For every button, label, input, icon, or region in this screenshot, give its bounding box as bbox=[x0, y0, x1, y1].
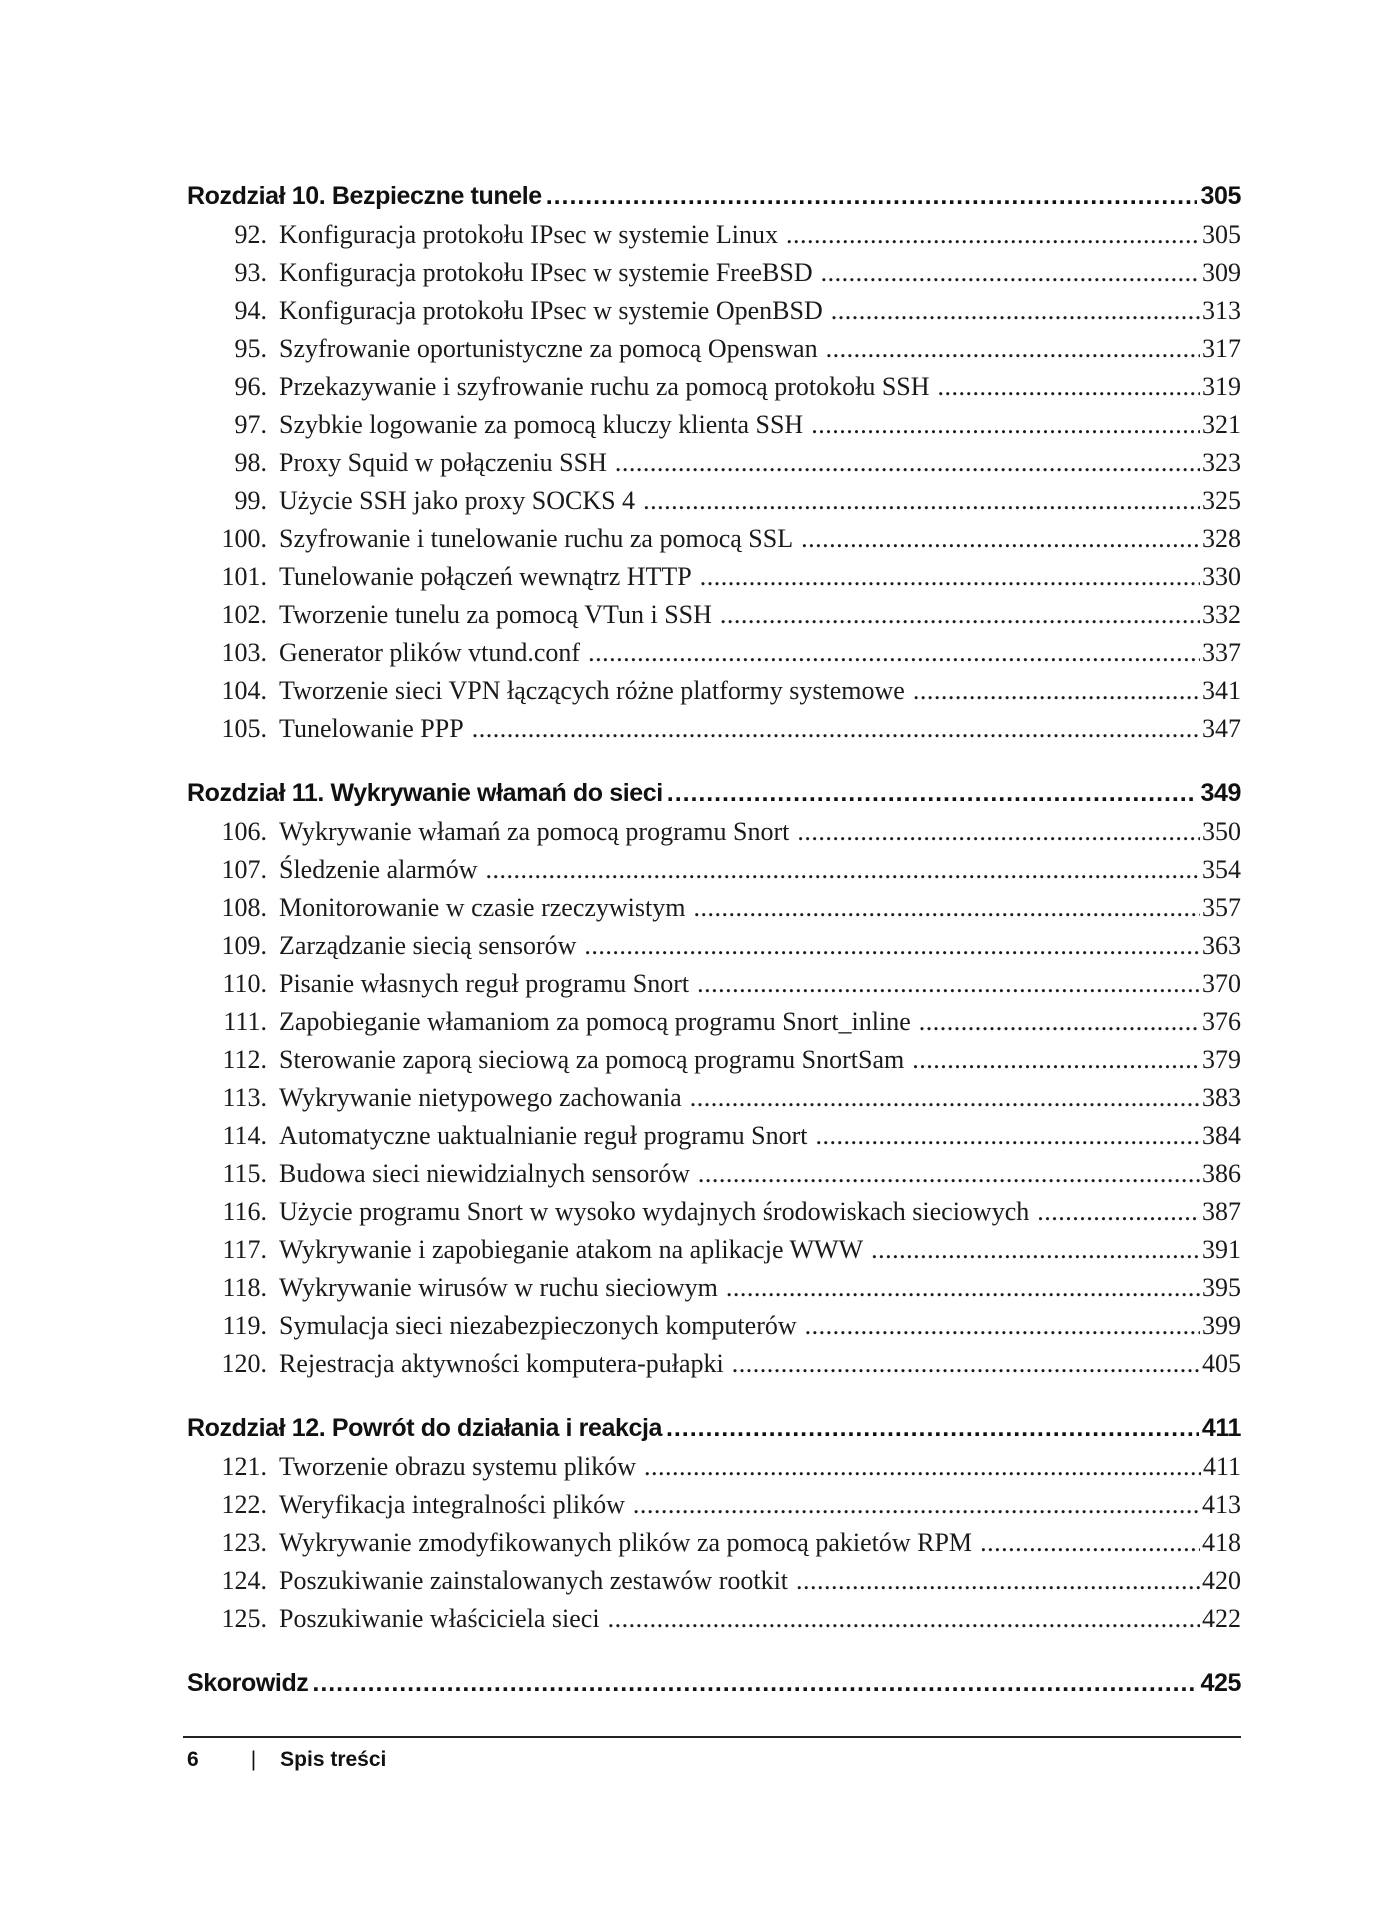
section-page-number: 379 bbox=[1202, 1045, 1241, 1074]
section-number: 110. bbox=[222, 969, 267, 998]
section-page-number: 325 bbox=[1202, 486, 1241, 515]
section-title: Wykrywanie włamań za pomocą programu Snort bbox=[279, 817, 790, 846]
section-title: Pisanie własnych reguł programu Snort bbox=[279, 969, 690, 998]
footer-page-number: 6 bbox=[187, 1748, 199, 1771]
section-title: Rejestracja aktywności komputera-pułapki bbox=[279, 1349, 724, 1378]
toc-section-entry bbox=[187, 714, 1241, 752]
toc-section-entry bbox=[187, 1121, 1241, 1159]
section-number: 121. bbox=[221, 1452, 267, 1481]
section-title: Zarządzanie siecią sensorów bbox=[279, 931, 577, 960]
toc-section-entry bbox=[187, 676, 1241, 714]
section-number: 96. bbox=[234, 372, 267, 401]
section-title: Konfiguracja protokołu IPsec w systemie OpenBSD bbox=[279, 296, 823, 325]
toc-section-entry bbox=[187, 969, 1241, 1007]
section-number: 103. bbox=[221, 638, 267, 667]
toc-section-entry bbox=[187, 1528, 1241, 1566]
dot-leader bbox=[643, 486, 1200, 516]
section-number: 95. bbox=[234, 334, 267, 363]
section-page-number: 413 bbox=[1202, 1490, 1241, 1519]
section-title: Konfiguracja protokołu IPsec w systemie FreeBSD bbox=[279, 258, 813, 287]
page-footer bbox=[187, 1748, 386, 1772]
toc-section-entry bbox=[187, 1349, 1241, 1387]
section-number: 94. bbox=[234, 296, 267, 325]
section-page-number: 422 bbox=[1202, 1604, 1241, 1633]
section-title: Symulacja sieci niezabezpieczonych komputerów bbox=[279, 1311, 797, 1340]
dot-leader bbox=[693, 893, 1200, 923]
dot-leader bbox=[980, 1528, 1200, 1558]
section-page-number: 384 bbox=[1202, 1121, 1241, 1150]
dot-leader bbox=[831, 296, 1200, 326]
chapter-page-number: 349 bbox=[1200, 779, 1241, 807]
dot-leader bbox=[811, 410, 1200, 440]
dot-leader bbox=[608, 1604, 1200, 1634]
dot-leader bbox=[732, 1349, 1200, 1379]
toc-section-entry bbox=[187, 1311, 1241, 1349]
dot-leader bbox=[588, 638, 1200, 668]
section-title: Budowa sieci niewidzialnych sensorów bbox=[279, 1159, 690, 1188]
section-title: Poszukiwanie właściciela sieci bbox=[279, 1604, 600, 1633]
section-number: 102. bbox=[221, 600, 267, 629]
section-number: 113. bbox=[222, 1083, 267, 1112]
section-title: Tunelowanie PPP bbox=[279, 714, 464, 743]
section-number: 117. bbox=[222, 1235, 267, 1264]
section-page-number: 376 bbox=[1202, 1007, 1241, 1036]
section-page-number: 305 bbox=[1202, 220, 1241, 249]
section-title: Szyfrowanie oportunistyczne za pomocą Openswan bbox=[279, 334, 818, 363]
toc-section-entry bbox=[187, 817, 1241, 855]
toc-section-entry bbox=[187, 258, 1241, 296]
dot-leader bbox=[472, 714, 1200, 744]
section-title: Wykrywanie i zapobieganie atakom na aplikacje WWW bbox=[279, 1235, 864, 1264]
toc-section-entry bbox=[187, 334, 1241, 372]
section-number: 112. bbox=[222, 1045, 267, 1074]
section-title: Weryfikacja integralności plików bbox=[279, 1490, 625, 1519]
section-page-number: 321 bbox=[1202, 410, 1241, 439]
dot-leader bbox=[726, 1273, 1200, 1303]
dot-leader bbox=[821, 258, 1200, 288]
section-page-number: 309 bbox=[1202, 258, 1241, 287]
toc-section-entry bbox=[187, 1197, 1241, 1235]
section-page-number: 332 bbox=[1202, 600, 1241, 629]
dot-leader bbox=[486, 855, 1200, 885]
section-number: 124. bbox=[221, 1566, 267, 1595]
dot-leader bbox=[546, 182, 1198, 211]
section-page-number: 330 bbox=[1202, 562, 1241, 591]
toc-section-entry bbox=[187, 1452, 1241, 1490]
section-page-number: 418 bbox=[1202, 1528, 1241, 1557]
section-page-number: 391 bbox=[1202, 1235, 1241, 1264]
section-page-number: 328 bbox=[1202, 524, 1241, 553]
section-title: Tworzenie sieci VPN łączących różne platformy systemowe bbox=[279, 676, 905, 705]
chapter-title: Skorowidz bbox=[187, 1669, 309, 1697]
dot-leader bbox=[615, 448, 1200, 478]
section-number: 100. bbox=[221, 524, 267, 553]
footer-separator: | bbox=[250, 1748, 257, 1771]
toc-section-entry bbox=[187, 893, 1241, 931]
section-number: 109. bbox=[221, 931, 267, 960]
chapter-page-number: 305 bbox=[1200, 182, 1241, 210]
section-number: 123. bbox=[221, 1528, 267, 1557]
section-number: 122. bbox=[221, 1490, 267, 1519]
toc-section-entry bbox=[187, 1045, 1241, 1083]
dot-leader bbox=[697, 969, 1200, 999]
section-title: Generator plików vtund.conf bbox=[279, 638, 581, 667]
toc-section-entry bbox=[187, 524, 1241, 562]
section-number: 106. bbox=[221, 817, 267, 846]
section-page-number: 383 bbox=[1202, 1083, 1241, 1112]
section-number: 118. bbox=[222, 1273, 267, 1302]
section-number: 99. bbox=[234, 486, 267, 515]
dot-leader bbox=[667, 779, 1198, 808]
section-number: 97. bbox=[234, 410, 267, 439]
dot-leader bbox=[786, 220, 1200, 250]
section-page-number: 357 bbox=[1202, 893, 1241, 922]
section-page-number: 387 bbox=[1202, 1197, 1241, 1226]
table-of-contents bbox=[187, 182, 1241, 1707]
section-page-number: 405 bbox=[1202, 1349, 1241, 1378]
toc-section-entry bbox=[187, 410, 1241, 448]
section-number: 104. bbox=[221, 676, 267, 705]
section-number: 107. bbox=[221, 855, 267, 884]
toc-chapter-entry bbox=[187, 1414, 1241, 1452]
toc-section-entry bbox=[187, 1566, 1241, 1604]
dot-leader bbox=[797, 817, 1200, 847]
section-title: Wykrywanie nietypowego zachowania bbox=[279, 1083, 682, 1112]
toc-section-entry bbox=[187, 296, 1241, 334]
toc-chapter-entry bbox=[187, 779, 1241, 817]
toc-section-entry bbox=[187, 1083, 1241, 1121]
dot-leader bbox=[700, 562, 1200, 592]
toc-section-entry bbox=[187, 638, 1241, 676]
dot-leader bbox=[805, 1311, 1200, 1341]
toc-section-entry bbox=[187, 372, 1241, 410]
toc-section-entry bbox=[187, 855, 1241, 893]
dot-leader bbox=[826, 334, 1200, 364]
section-number: 101. bbox=[221, 562, 267, 591]
dot-leader bbox=[912, 1045, 1200, 1075]
section-number: 98. bbox=[234, 448, 267, 477]
section-title: Wykrywanie wirusów w ruchu sieciowym bbox=[279, 1273, 718, 1302]
toc-section-entry bbox=[187, 1159, 1241, 1197]
toc-section-entry bbox=[187, 1490, 1241, 1528]
section-number: 92. bbox=[234, 220, 267, 249]
dot-leader bbox=[1037, 1197, 1200, 1227]
section-number: 114. bbox=[222, 1121, 267, 1150]
toc-section-entry bbox=[187, 1235, 1241, 1273]
chapter-page-number: 411 bbox=[1201, 1414, 1241, 1442]
section-page-number: 399 bbox=[1202, 1311, 1241, 1340]
section-title: Użycie programu Snort w wysoko wydajnych środowiskach sieciowych bbox=[279, 1197, 1030, 1226]
section-title: Automatyczne uaktualnianie reguł programu Snort bbox=[279, 1121, 808, 1150]
section-page-number: 323 bbox=[1202, 448, 1241, 477]
section-title: Śledzenie alarmów bbox=[279, 855, 478, 884]
section-number: 93. bbox=[234, 258, 267, 287]
dot-leader bbox=[666, 1414, 1199, 1443]
dot-leader bbox=[312, 1669, 1197, 1698]
section-title: Użycie SSH jako proxy SOCKS 4 bbox=[279, 486, 636, 515]
dot-leader bbox=[644, 1452, 1201, 1482]
section-title: Szybkie logowanie za pomocą kluczy klienta SSH bbox=[279, 410, 804, 439]
section-title: Przekazywanie i szyfrowanie ruchu za pomocą protokołu SSH bbox=[279, 372, 930, 401]
chapter-page-number: 425 bbox=[1200, 1669, 1241, 1697]
section-title: Poszukiwanie zainstalowanych zestawów rootkit bbox=[279, 1566, 789, 1595]
section-number: 108. bbox=[221, 893, 267, 922]
chapter-title: Rozdział 11. Wykrywanie włamań do sieci bbox=[187, 779, 663, 807]
dot-leader bbox=[720, 600, 1200, 630]
section-page-number: 347 bbox=[1202, 714, 1241, 743]
footer-section-title: Spis treści bbox=[280, 1748, 387, 1771]
toc-section-entry bbox=[187, 600, 1241, 638]
footer-rule bbox=[183, 1736, 1241, 1738]
section-page-number: 337 bbox=[1202, 638, 1241, 667]
section-page-number: 363 bbox=[1202, 931, 1241, 960]
section-number: 111. bbox=[223, 1007, 267, 1036]
toc-section-entry bbox=[187, 486, 1241, 524]
dot-leader bbox=[796, 1566, 1200, 1596]
section-page-number: 411 bbox=[1202, 1452, 1241, 1481]
section-number: 116. bbox=[222, 1197, 267, 1226]
toc-section-entry bbox=[187, 220, 1241, 258]
chapter-title: Rozdział 10. Bezpieczne tunele bbox=[187, 182, 542, 210]
toc-chapter-entry bbox=[187, 1669, 1241, 1707]
section-number: 120. bbox=[221, 1349, 267, 1378]
section-page-number: 395 bbox=[1202, 1273, 1241, 1302]
section-title: Zapobieganie włamaniom za pomocą programu Snort_inline bbox=[279, 1007, 911, 1036]
section-number: 105. bbox=[221, 714, 267, 743]
section-page-number: 319 bbox=[1202, 372, 1241, 401]
section-page-number: 350 bbox=[1202, 817, 1241, 846]
section-title: Konfiguracja protokołu IPsec w systemie Linux bbox=[279, 220, 778, 249]
chapter-title: Rozdział 12. Powrót do działania i reakcja bbox=[187, 1414, 663, 1442]
section-title: Proxy Squid w połączeniu SSH bbox=[279, 448, 607, 477]
section-number: 119. bbox=[222, 1311, 267, 1340]
section-page-number: 341 bbox=[1202, 676, 1241, 705]
section-number: 115. bbox=[222, 1159, 267, 1188]
section-title: Sterowanie zaporą sieciową za pomocą programu SnortSam bbox=[279, 1045, 905, 1074]
section-title: Tworzenie tunelu za pomocą VTun i SSH bbox=[279, 600, 712, 629]
toc-section-entry bbox=[187, 1007, 1241, 1045]
dot-leader bbox=[871, 1235, 1200, 1265]
dot-leader bbox=[690, 1083, 1200, 1113]
section-page-number: 313 bbox=[1202, 296, 1241, 325]
toc-section-entry bbox=[187, 562, 1241, 600]
dot-leader bbox=[919, 1007, 1200, 1037]
dot-leader bbox=[801, 524, 1200, 554]
section-number: 125. bbox=[221, 1604, 267, 1633]
dot-leader bbox=[698, 1159, 1200, 1189]
section-title: Monitorowanie w czasie rzeczywistym bbox=[279, 893, 686, 922]
section-title: Tunelowanie połączeń wewnątrz HTTP bbox=[279, 562, 692, 591]
section-title: Wykrywanie zmodyfikowanych plików za pomocą pakietów RPM bbox=[279, 1528, 973, 1557]
toc-section-entry bbox=[187, 1604, 1241, 1642]
section-title: Tworzenie obrazu systemu plików bbox=[279, 1452, 637, 1481]
section-title: Szyfrowanie i tunelowanie ruchu za pomocą SSL bbox=[279, 524, 794, 553]
dot-leader bbox=[938, 372, 1200, 402]
toc-section-entry bbox=[187, 1273, 1241, 1311]
section-page-number: 354 bbox=[1202, 855, 1241, 884]
section-page-number: 420 bbox=[1202, 1566, 1241, 1595]
section-page-number: 370 bbox=[1202, 969, 1241, 998]
toc-chapter-entry bbox=[187, 182, 1241, 220]
dot-leader bbox=[633, 1490, 1200, 1520]
dot-leader bbox=[584, 931, 1200, 961]
toc-section-entry bbox=[187, 448, 1241, 486]
section-page-number: 386 bbox=[1202, 1159, 1241, 1188]
dot-leader bbox=[816, 1121, 1200, 1151]
toc-section-entry bbox=[187, 931, 1241, 969]
section-page-number: 317 bbox=[1202, 334, 1241, 363]
dot-leader bbox=[913, 676, 1200, 706]
